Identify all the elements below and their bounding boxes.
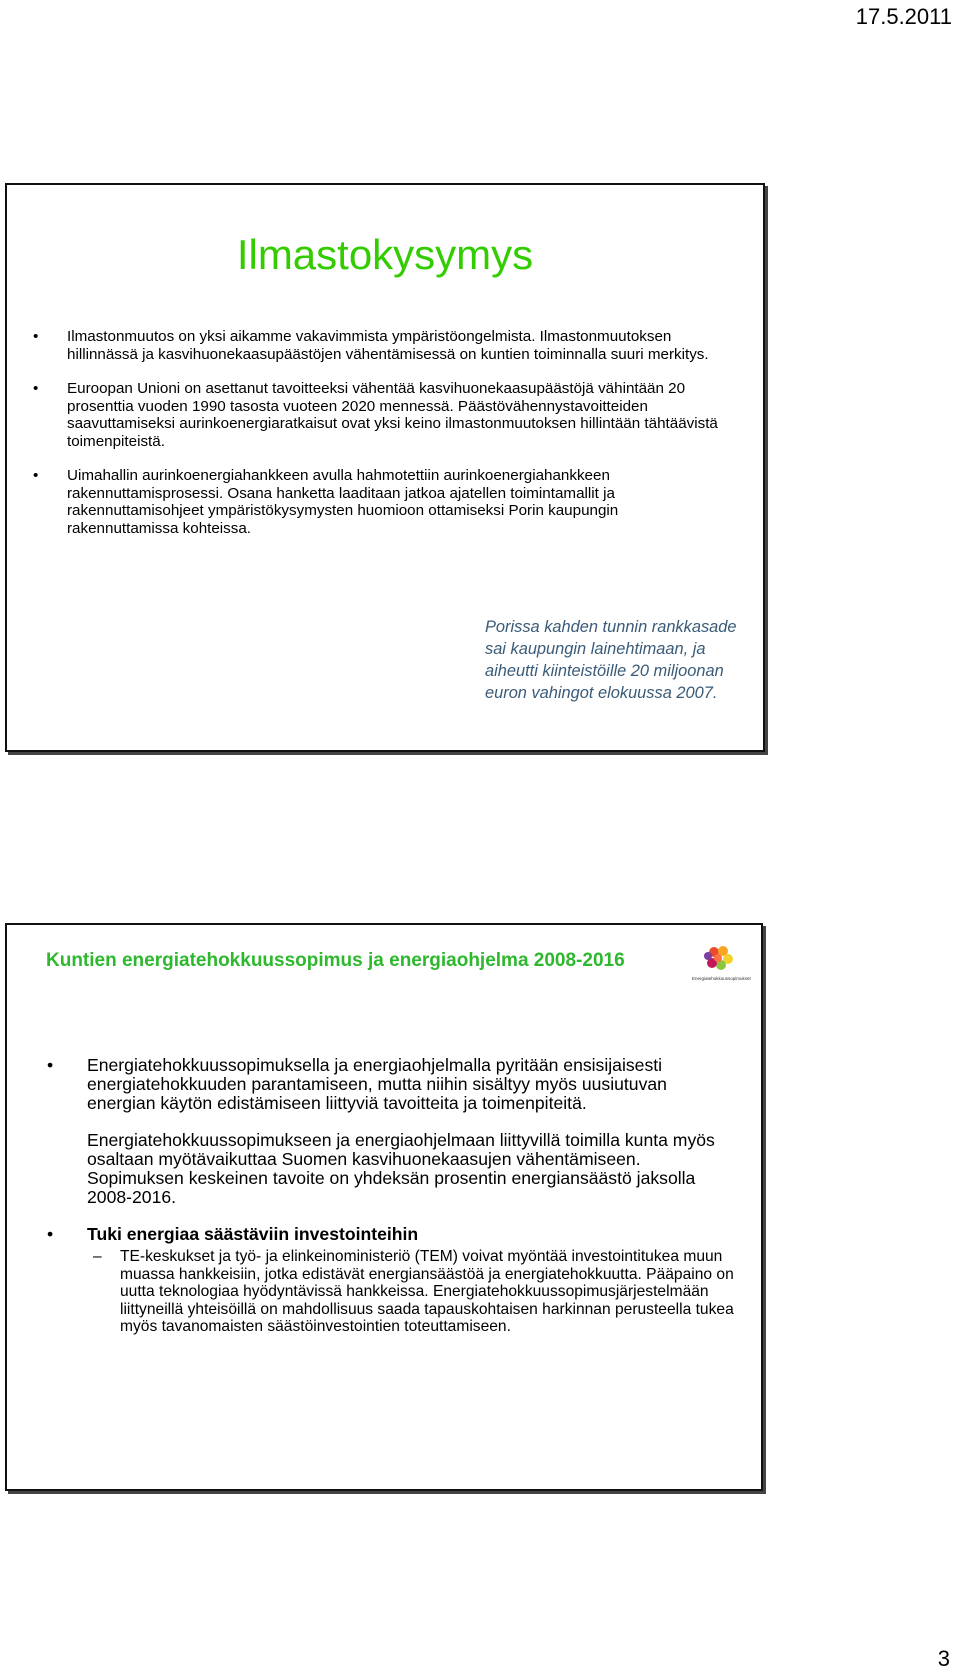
slide-title: Ilmastokysymys	[236, 231, 534, 278]
bullet-item	[47, 1225, 737, 1336]
quote-text: Porissa kahden tunnin rankkasade sai kaupungin lainehtimaan, ja aiheutti kiinteistöille 20 miljoonan euron vahingot elokuussa 2007.	[485, 618, 737, 702]
page-number: 3	[937, 1646, 950, 1671]
sub-bullet-list	[87, 1248, 737, 1336]
energy-agreement-logo	[692, 943, 751, 985]
bullet-heading: • Tuki energiaa säästäviin investointeihin	[87, 1224, 419, 1244]
bullet-text: • Euroopan Unioni on asettanut tavoitteeksi vähentää kasvihuonekaasupäästöjä vähintään 20 prosenttia vuoden 1990 tasosta vuoteen 2020 mennessä. Päästövähennystavoitteiden saavuttamiseksi aurinkoenergiaratkaisut ovat yksi keino ilmastonmuutoksen hillintään tähtäävistä toimenpiteistä.	[67, 380, 718, 450]
bullet-item	[47, 1056, 737, 1207]
bullet-text: Energiatehokkuussopimukseen ja energiaohjelmaan liittyvillä toimilla kunta myös osaltaan myötävaikuttaa Suomen kasvihuonekaasujen vähentämiseen. Sopimuksen keskeinen tavoite on yhdeksän prosentin energiansäästö jaksolla 2008-2016.	[87, 1130, 715, 1207]
bullet-item	[33, 467, 723, 537]
sub-bullet-item: – TE-keskukset ja työ- ja elinkeinoministeriö (TEM) voivat myöntää investointitukea muun muassa hankkeisiin, jotka edistävät energiansäästöä ja energiatehokkuutta. Pääpaino on uutta teknologiaa hyödyntävissä hankkeissa. Energiatehokkuussopimusjärjestelmään liittyneillä yhteisöillä on mahdollisuus saada tapauskohtaisen harkinnan perusteella tukea myös tavanomaisten säästöinvestointien toteuttamiseen.	[87, 1248, 737, 1336]
logo-caption: Energiatehokkuussopimukset	[692, 976, 751, 981]
bullet-item	[33, 328, 723, 363]
slide-header-strip	[11, 178, 12, 182]
bullet-list	[47, 1056, 737, 1336]
bullet-text: • Energiatehokkuussopimuksella ja energiaohjelmalla pyritään ensisijaisesti energiatehokkuuden parantamiseen, mutta niihin sisältyy myös uusiutuvan energian käytön edistämiseen liittyviä tavoitteita ja toimenpiteitä.	[87, 1055, 667, 1113]
header-date: 17.5.2011	[855, 4, 952, 29]
bullet-list	[33, 328, 723, 554]
slide-energiatehokkuus	[5, 923, 763, 1491]
slide-ilmastokysymys	[5, 183, 765, 752]
bullet-item	[33, 380, 723, 450]
puzzle-logo-icon	[692, 943, 748, 977]
slide-title: Kuntien energiatehokkuussopimus ja energiaohjelma 2008-2016	[46, 950, 625, 971]
bullet-text: • Uimahallin aurinkoenergiahankkeen avulla hahmotettiin aurinkoenergiahankkeen rakennuttamisprosessi. Osana hanketta laaditaan jatkoa ajatellen toimintamallit ja rakennuttamisohjeet ympäristökysymysten huomioon ottamiseksi Porin kaupungin rakennuttamissa kohteissa.	[67, 467, 619, 537]
bullet-text: • Ilmastonmuutos on yksi aikamme vakavimmista ympäristöongelmista. Ilmastonmuutoksen hillinnässä ja kasvihuonekaasupäästöjen vähentämisessä on kuntien toiminnalla suuri merkitys.	[67, 328, 709, 363]
